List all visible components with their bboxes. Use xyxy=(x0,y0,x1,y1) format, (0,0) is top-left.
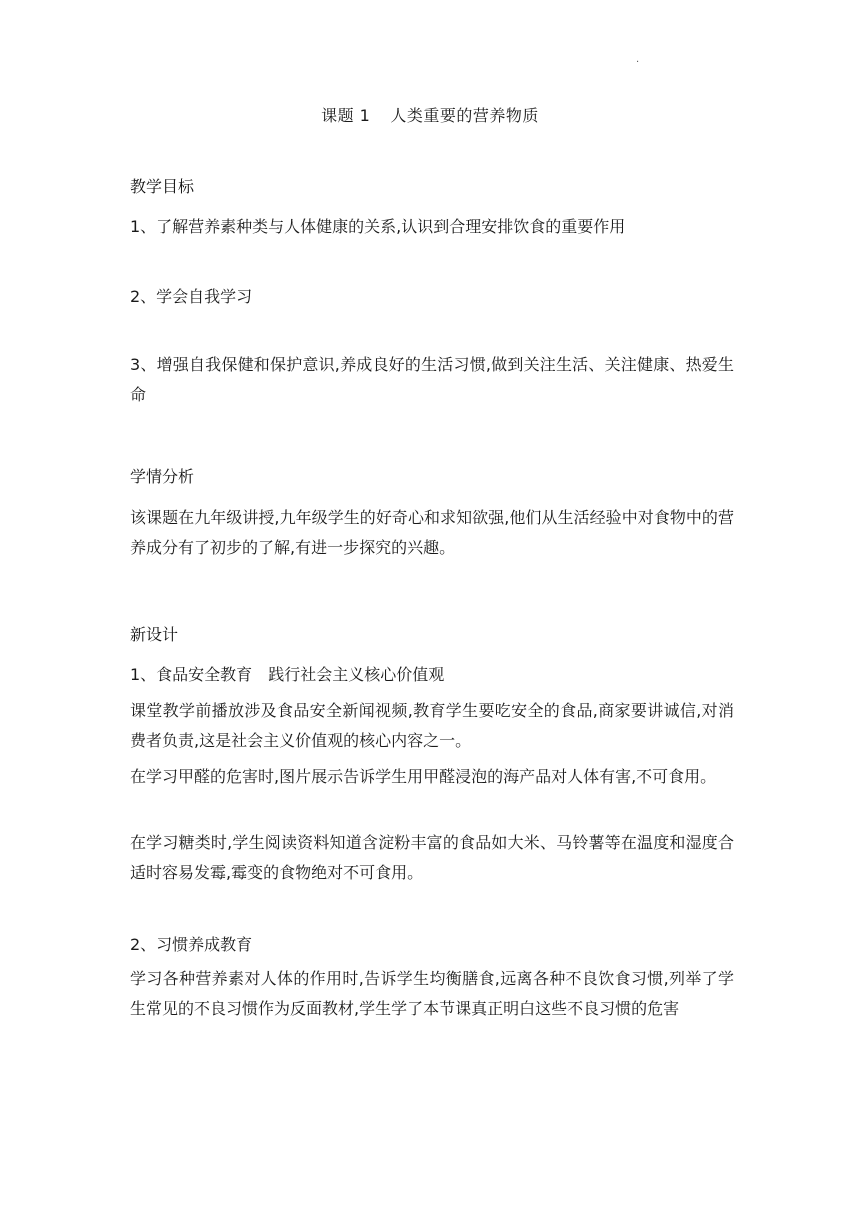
objectives-heading: 教学目标 xyxy=(130,179,195,196)
section2-paragraph-1: 学习各种营养素对人体的作用时,告诉学生均衡膳食,远离各种不良饮食习惯,列举了学生常见的不良习惯作为反面教材,学生学了本节课真正明白这些不良习惯的危害 xyxy=(130,969,734,1018)
section1-paragraph-3: 在学习糖类时,学生阅读资料知道含淀粉丰富的食品如大米、马铃薯等在温度和湿度合适时容易发霉,霉变的食物绝对不可食用。 xyxy=(130,833,734,882)
section1-paragraph-1: 课堂教学前播放涉及食品安全新闻视频,教育学生要吃安全的食品,商家要讲诚信,对消费者负责,这是社会主义价值观的核心内容之一。 xyxy=(130,701,734,750)
section1-paragraph-2: 在学习甲醛的危害时,图片展示告诉学生用甲醛浸泡的海产品对人体有害,不可食用。 xyxy=(130,767,717,786)
design-heading: 新设计 xyxy=(130,627,179,644)
objective-item-3: 3、增强自我保健和保护意识,养成良好的生活习惯,做到关注生活、关注健康、热爱生命 xyxy=(130,355,734,404)
section1-title xyxy=(130,660,734,690)
section1-title-a: 1、食品安全教育 xyxy=(130,665,253,684)
lesson-number: 课题 1 xyxy=(321,106,371,125)
header-mark: · xyxy=(636,57,640,68)
page-title xyxy=(0,104,860,128)
analysis-heading: 学情分析 xyxy=(130,469,195,486)
objective-item-1: 1、了解营养素种类与人体健康的关系,认识到合理安排饮食的重要作用 xyxy=(130,217,626,236)
lesson-name: 人类重要的营养物质 xyxy=(390,106,539,125)
section1-title-b: 践行社会主义核心价值观 xyxy=(268,665,445,684)
analysis-text: 该课题在九年级讲授,九年级学生的好奇心和求知欲强,他们从生活经验中对食物中的营养成分有了初步的了解,有进一步探究的兴趣。 xyxy=(130,508,734,557)
objective-item-2: 2、学会自我学习 xyxy=(130,287,253,306)
section2-title: 2、习惯养成教育 xyxy=(130,935,253,954)
